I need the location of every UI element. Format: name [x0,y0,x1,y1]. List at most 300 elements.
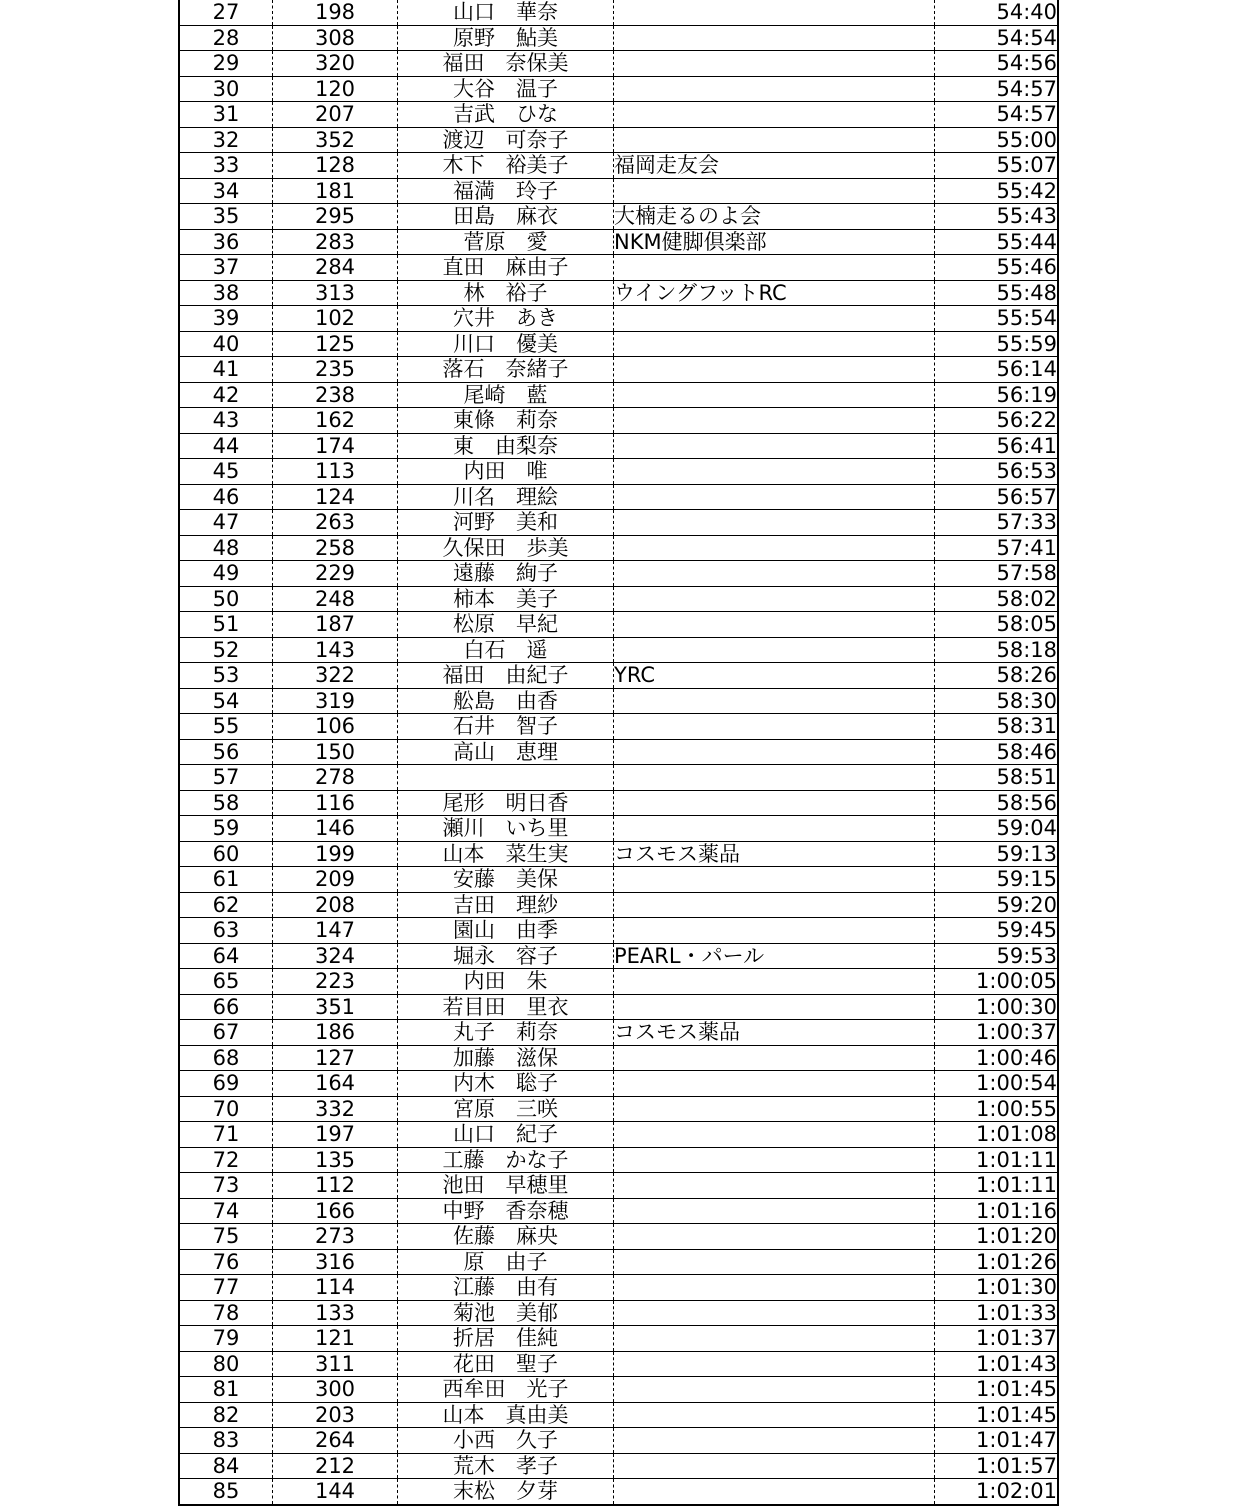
rank-cell: 82 [179,1402,273,1428]
club-cell [614,1453,935,1479]
table-row [179,637,1058,663]
table-row [179,1096,1058,1122]
time-cell: 54:54 [935,25,1059,51]
bib-cell: 124 [273,484,398,510]
club-cell [614,25,935,51]
table-row [179,484,1058,510]
bib-cell: 332 [273,1096,398,1122]
rank-cell: 77 [179,1275,273,1301]
bib-cell: 319 [273,688,398,714]
bib-cell: 208 [273,892,398,918]
rank-cell: 48 [179,535,273,561]
rank-cell: 50 [179,586,273,612]
name-cell: 小西 久子 [398,1428,614,1454]
table-row [179,1326,1058,1352]
club-cell [614,127,935,153]
time-cell: 1:01:33 [935,1300,1059,1326]
rank-cell: 74 [179,1198,273,1224]
table-row [179,1249,1058,1275]
time-cell: 1:00:54 [935,1071,1059,1097]
rank-cell: 39 [179,306,273,332]
bib-cell: 128 [273,153,398,179]
bib-cell: 352 [273,127,398,153]
club-cell [614,1198,935,1224]
club-cell [614,561,935,587]
name-cell: 穴井 あき [398,306,614,332]
name-cell: 尾形 明日香 [398,790,614,816]
table-row [179,0,1058,25]
time-cell: 1:01:57 [935,1453,1059,1479]
name-cell: 折居 佳純 [398,1326,614,1352]
time-cell: 55:46 [935,255,1059,281]
table-row [179,663,1058,689]
rank-cell: 76 [179,1249,273,1275]
name-cell: 高山 恵理 [398,739,614,765]
time-cell: 58:31 [935,714,1059,740]
name-cell: 堀永 容子 [398,943,614,969]
rank-cell: 40 [179,331,273,357]
table-row [179,1198,1058,1224]
club-cell [614,867,935,893]
table-row [179,1453,1058,1479]
club-cell [614,51,935,77]
rank-cell: 45 [179,459,273,485]
time-cell: 1:01:11 [935,1173,1059,1199]
rank-cell: 68 [179,1045,273,1071]
name-cell: 渡辺 可奈子 [398,127,614,153]
bib-cell: 263 [273,510,398,536]
bib-cell: 351 [273,994,398,1020]
table-row [179,612,1058,638]
rank-cell: 37 [179,255,273,281]
rank-cell: 44 [179,433,273,459]
bib-cell: 212 [273,1453,398,1479]
time-cell: 54:57 [935,102,1059,128]
name-cell: 落石 奈緒子 [398,357,614,383]
bib-cell: 133 [273,1300,398,1326]
bib-cell: 102 [273,306,398,332]
table-row [179,1428,1058,1454]
time-cell: 1:00:30 [935,994,1059,1020]
table-row [179,229,1058,255]
time-cell: 58:05 [935,612,1059,638]
time-cell: 58:46 [935,739,1059,765]
bib-cell: 238 [273,382,398,408]
name-cell: 直田 麻由子 [398,255,614,281]
name-cell: 池田 早穂里 [398,1173,614,1199]
name-cell: 久保田 歩美 [398,535,614,561]
rank-cell: 84 [179,1453,273,1479]
name-cell: 川口 優美 [398,331,614,357]
rank-cell: 47 [179,510,273,536]
name-cell: 宮原 三咲 [398,1096,614,1122]
club-cell [614,408,935,434]
rank-cell: 80 [179,1351,273,1377]
name-cell: 丸子 莉奈 [398,1020,614,1046]
club-cell [614,1096,935,1122]
rank-cell: 34 [179,178,273,204]
name-cell: 中野 香奈穂 [398,1198,614,1224]
bib-cell: 308 [273,25,398,51]
table-row [179,1479,1058,1505]
rank-cell: 28 [179,25,273,51]
name-cell: 瀬川 いち里 [398,816,614,842]
club-cell [614,1428,935,1454]
bib-cell: 174 [273,433,398,459]
bib-cell: 284 [273,255,398,281]
time-cell: 56:14 [935,357,1059,383]
club-cell [614,331,935,357]
rank-cell: 59 [179,816,273,842]
bib-cell: 181 [273,178,398,204]
club-cell [614,918,935,944]
name-cell [398,765,614,791]
name-cell: 白石 遥 [398,637,614,663]
bib-cell: 273 [273,1224,398,1250]
club-cell [614,1377,935,1403]
rank-cell: 65 [179,969,273,995]
time-cell: 57:58 [935,561,1059,587]
name-cell: 山本 菜生実 [398,841,614,867]
time-cell: 56:22 [935,408,1059,434]
rank-cell: 62 [179,892,273,918]
bib-cell: 146 [273,816,398,842]
bib-cell: 197 [273,1122,398,1148]
bib-cell: 186 [273,1020,398,1046]
table-row [179,969,1058,995]
time-cell: 59:53 [935,943,1059,969]
club-cell [614,816,935,842]
bib-cell: 235 [273,357,398,383]
table-row [179,459,1058,485]
rank-cell: 85 [179,1479,273,1505]
table-row [179,561,1058,587]
bib-cell: 258 [273,535,398,561]
table-row [179,918,1058,944]
time-cell: 55:07 [935,153,1059,179]
club-cell [614,1402,935,1428]
rank-cell: 75 [179,1224,273,1250]
rank-cell: 27 [179,0,273,25]
name-cell: 西牟田 光子 [398,1377,614,1403]
time-cell: 55:42 [935,178,1059,204]
table-row [179,408,1058,434]
time-cell: 59:04 [935,816,1059,842]
rank-cell: 69 [179,1071,273,1097]
table-row [179,535,1058,561]
time-cell: 58:26 [935,663,1059,689]
club-cell: YRC [614,663,935,689]
club-cell [614,1249,935,1275]
rank-cell: 71 [179,1122,273,1148]
name-cell: 原 由子 [398,1249,614,1275]
club-cell [614,714,935,740]
table-row [179,178,1058,204]
table-row [179,51,1058,77]
name-cell: 安藤 美保 [398,867,614,893]
table-row [179,1147,1058,1173]
bib-cell: 198 [273,0,398,25]
name-cell: 山口 紀子 [398,1122,614,1148]
time-cell: 1:00:05 [935,969,1059,995]
time-cell: 1:01:08 [935,1122,1059,1148]
club-cell: コスモス薬品 [614,841,935,867]
club-cell [614,1173,935,1199]
name-cell: 松原 早紀 [398,612,614,638]
club-cell [614,484,935,510]
time-cell: 55:00 [935,127,1059,153]
club-cell [614,76,935,102]
club-cell [614,1224,935,1250]
name-cell: 内田 朱 [398,969,614,995]
time-cell: 58:51 [935,765,1059,791]
bib-cell: 324 [273,943,398,969]
name-cell: 石井 智子 [398,714,614,740]
club-cell [614,994,935,1020]
club-cell: コスモス薬品 [614,1020,935,1046]
bib-cell: 150 [273,739,398,765]
club-cell [614,1122,935,1148]
bib-cell: 120 [273,76,398,102]
rank-cell: 58 [179,790,273,816]
time-cell: 1:01:11 [935,1147,1059,1173]
rank-cell: 79 [179,1326,273,1352]
name-cell: 大谷 温子 [398,76,614,102]
table-row [179,127,1058,153]
time-cell: 1:01:30 [935,1275,1059,1301]
time-cell: 1:01:26 [935,1249,1059,1275]
bib-cell: 320 [273,51,398,77]
rank-cell: 78 [179,1300,273,1326]
bib-cell: 322 [273,663,398,689]
name-cell: 木下 裕美子 [398,153,614,179]
results-table [178,0,1059,1506]
rank-cell: 72 [179,1147,273,1173]
table-row [179,586,1058,612]
rank-cell: 31 [179,102,273,128]
table-row [179,76,1058,102]
rank-cell: 63 [179,918,273,944]
bib-cell: 278 [273,765,398,791]
club-cell [614,1071,935,1097]
name-cell: 花田 聖子 [398,1351,614,1377]
time-cell: 58:02 [935,586,1059,612]
rank-cell: 61 [179,867,273,893]
rank-cell: 32 [179,127,273,153]
name-cell: 河野 美和 [398,510,614,536]
table-row [179,994,1058,1020]
rank-cell: 70 [179,1096,273,1122]
bib-cell: 162 [273,408,398,434]
table-row [179,357,1058,383]
club-cell [614,1300,935,1326]
time-cell: 1:01:45 [935,1377,1059,1403]
name-cell: 佐藤 麻央 [398,1224,614,1250]
bib-cell: 209 [273,867,398,893]
bib-cell: 114 [273,1275,398,1301]
bib-cell: 166 [273,1198,398,1224]
time-cell: 54:40 [935,0,1059,25]
rank-cell: 55 [179,714,273,740]
club-cell [614,1351,935,1377]
time-cell: 59:15 [935,867,1059,893]
table-row [179,1122,1058,1148]
bib-cell: 229 [273,561,398,587]
name-cell: 吉田 理紗 [398,892,614,918]
name-cell: 福田 奈保美 [398,51,614,77]
club-cell [614,586,935,612]
club-cell [614,1479,935,1505]
table-row [179,306,1058,332]
rank-cell: 51 [179,612,273,638]
name-cell: 福満 玲子 [398,178,614,204]
time-cell: 58:30 [935,688,1059,714]
name-cell: 江藤 由有 [398,1275,614,1301]
club-cell [614,612,935,638]
bib-cell: 295 [273,204,398,230]
club-cell [614,178,935,204]
club-cell [614,790,935,816]
rank-cell: 54 [179,688,273,714]
time-cell: 1:01:20 [935,1224,1059,1250]
club-cell [614,102,935,128]
rank-cell: 67 [179,1020,273,1046]
bib-cell: 300 [273,1377,398,1403]
club-cell: 福岡走友会 [614,153,935,179]
club-cell [614,255,935,281]
club-cell [614,510,935,536]
table-row [179,1071,1058,1097]
rank-cell: 66 [179,994,273,1020]
club-cell [614,433,935,459]
name-cell: 舩島 由香 [398,688,614,714]
table-row [179,816,1058,842]
bib-cell: 248 [273,586,398,612]
bib-cell: 311 [273,1351,398,1377]
time-cell: 55:54 [935,306,1059,332]
table-row [179,1224,1058,1250]
club-cell [614,382,935,408]
table-row [179,1377,1058,1403]
table-row [179,1351,1058,1377]
club-cell [614,739,935,765]
club-cell: NKM健脚倶楽部 [614,229,935,255]
rank-cell: 60 [179,841,273,867]
bib-cell: 283 [273,229,398,255]
time-cell: 54:57 [935,76,1059,102]
name-cell: 山本 真由美 [398,1402,614,1428]
club-cell: PEARL・パール [614,943,935,969]
time-cell: 55:48 [935,280,1059,306]
time-cell: 1:00:37 [935,1020,1059,1046]
name-cell: 柿本 美子 [398,586,614,612]
name-cell: 川名 理絵 [398,484,614,510]
club-cell [614,765,935,791]
name-cell: 田島 麻衣 [398,204,614,230]
table-row [179,280,1058,306]
club-cell: 大楠走るのよ会 [614,204,935,230]
club-cell [614,306,935,332]
time-cell: 56:19 [935,382,1059,408]
time-cell: 54:56 [935,51,1059,77]
time-cell: 59:20 [935,892,1059,918]
name-cell: 遠藤 絢子 [398,561,614,587]
rank-cell: 83 [179,1428,273,1454]
name-cell: 菅原 愛 [398,229,614,255]
time-cell: 57:41 [935,535,1059,561]
table-row [179,714,1058,740]
bib-cell: 199 [273,841,398,867]
rank-cell: 49 [179,561,273,587]
bib-cell: 127 [273,1045,398,1071]
rank-cell: 52 [179,637,273,663]
table-row [179,1402,1058,1428]
bib-cell: 113 [273,459,398,485]
bib-cell: 264 [273,1428,398,1454]
bib-cell: 207 [273,102,398,128]
name-cell: 末松 夕芽 [398,1479,614,1505]
results-body [179,0,1058,1505]
name-cell: 東 由梨奈 [398,433,614,459]
table-row [179,892,1058,918]
table-row [179,765,1058,791]
table-row [179,867,1058,893]
rank-cell: 29 [179,51,273,77]
time-cell: 1:01:37 [935,1326,1059,1352]
table-row [179,790,1058,816]
club-cell [614,637,935,663]
table-row [179,153,1058,179]
name-cell: 尾崎 藍 [398,382,614,408]
table-row [179,1300,1058,1326]
rank-cell: 30 [179,76,273,102]
rank-cell: 38 [179,280,273,306]
rank-cell: 35 [179,204,273,230]
bib-cell: 223 [273,969,398,995]
table-row [179,255,1058,281]
time-cell: 1:01:16 [935,1198,1059,1224]
club-cell [614,1147,935,1173]
name-cell: 加藤 滋保 [398,1045,614,1071]
club-cell [614,357,935,383]
name-cell: 内田 唯 [398,459,614,485]
table-row [179,688,1058,714]
time-cell: 58:56 [935,790,1059,816]
name-cell: 林 裕子 [398,280,614,306]
time-cell: 1:01:45 [935,1402,1059,1428]
club-cell [614,535,935,561]
table-row [179,739,1058,765]
time-cell: 59:45 [935,918,1059,944]
rank-cell: 42 [179,382,273,408]
rank-cell: 43 [179,408,273,434]
table-row [179,331,1058,357]
time-cell: 1:00:46 [935,1045,1059,1071]
bib-cell: 187 [273,612,398,638]
rank-cell: 36 [179,229,273,255]
time-cell: 55:59 [935,331,1059,357]
club-cell [614,1275,935,1301]
time-cell: 57:33 [935,510,1059,536]
time-cell: 1:00:55 [935,1096,1059,1122]
bib-cell: 316 [273,1249,398,1275]
bib-cell: 144 [273,1479,398,1505]
club-cell [614,1045,935,1071]
bib-cell: 143 [273,637,398,663]
rank-cell: 33 [179,153,273,179]
bib-cell: 147 [273,918,398,944]
table-row [179,841,1058,867]
